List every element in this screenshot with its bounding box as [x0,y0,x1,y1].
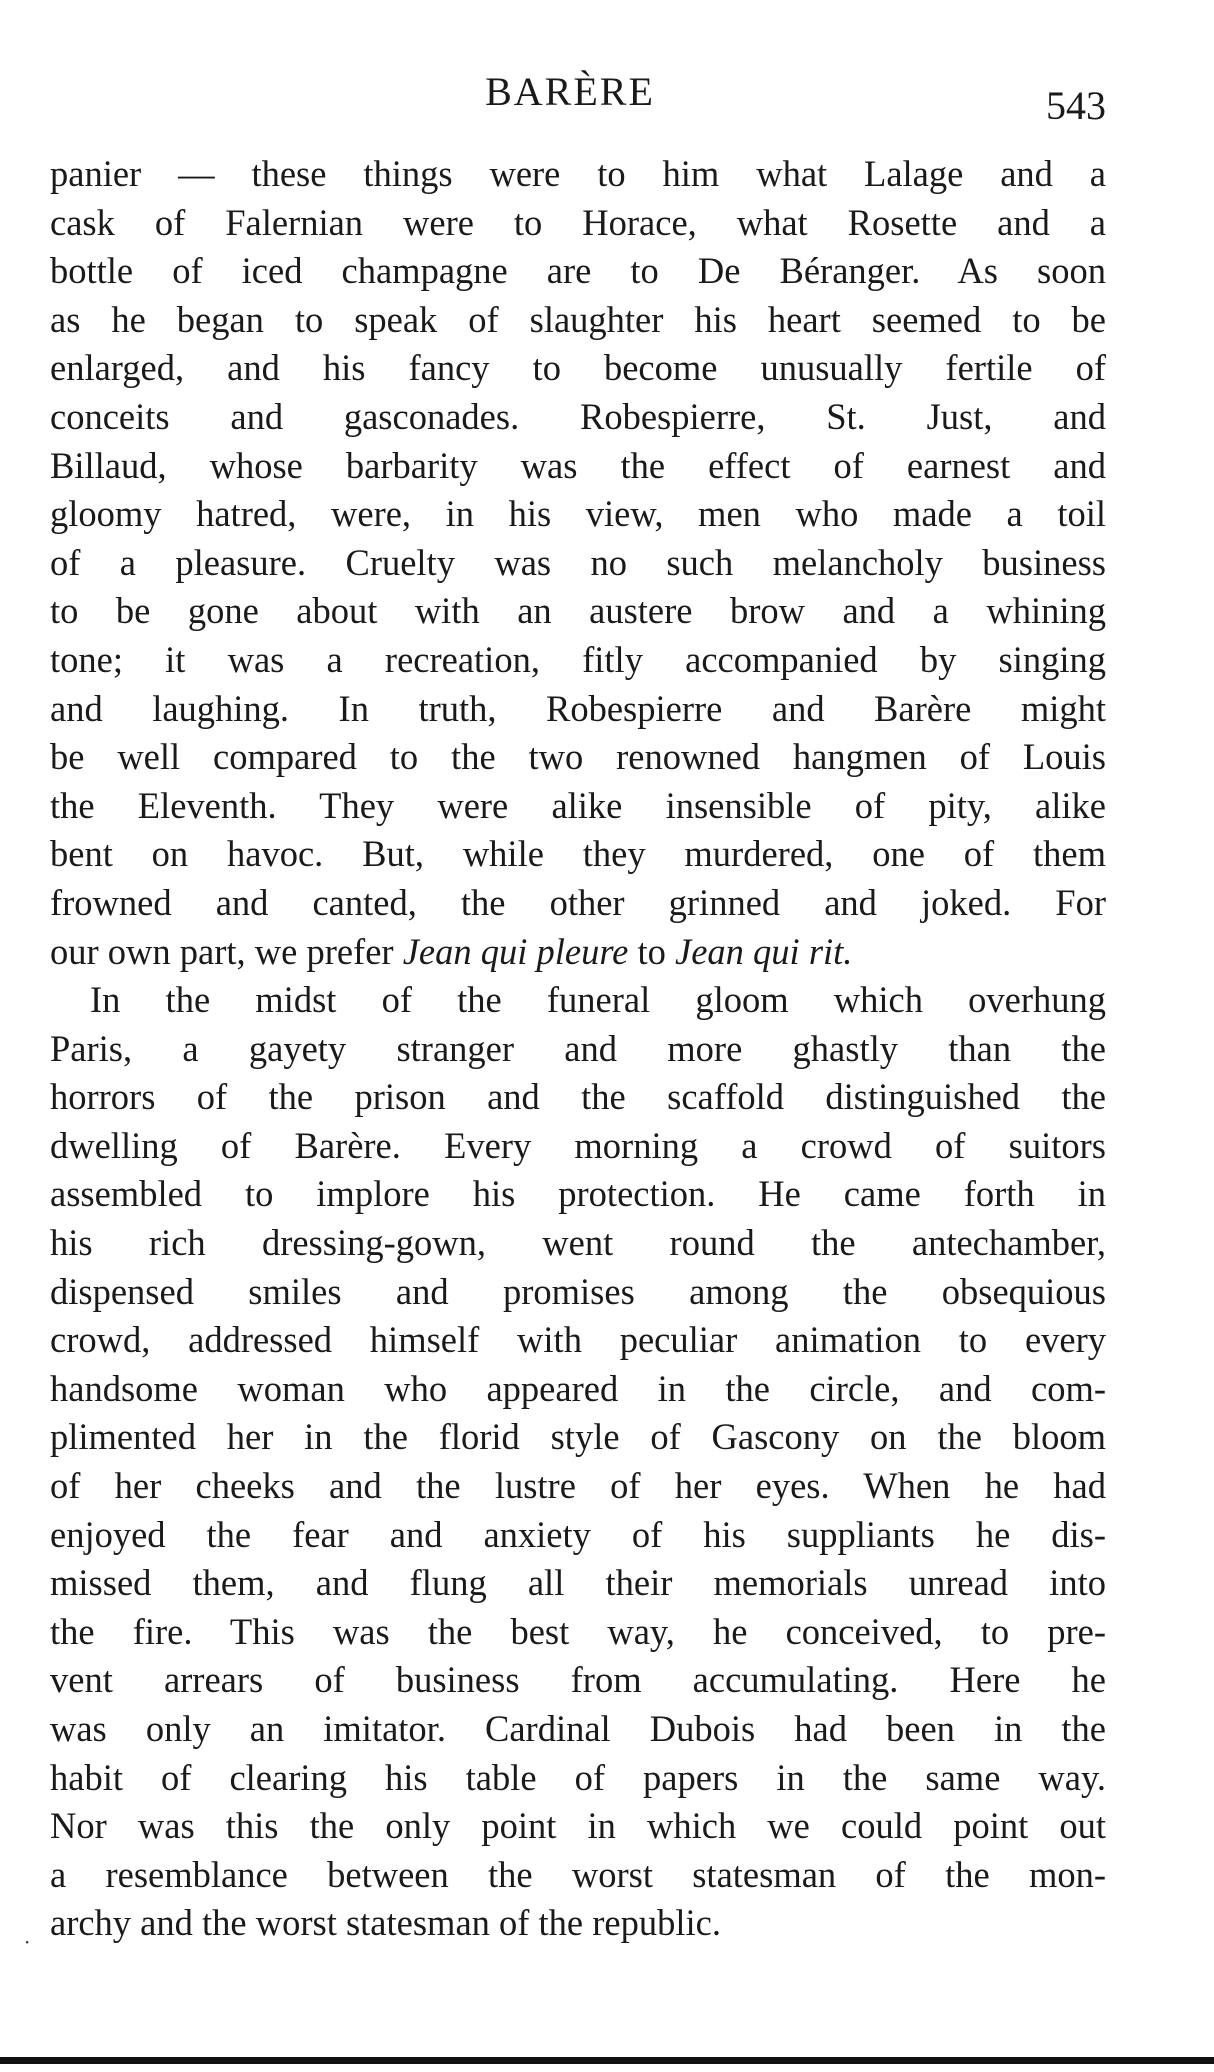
text-run: dwelling of Barère. Every morning a crowd of suitors [50,1124,1106,1166]
text-run: gloomy hatred, were, in his view, men who made a toil [50,493,1106,535]
text-run: plimented her in the florid style of Gascony on the bloom [50,1416,1106,1458]
text-run: In the midst of the funeral gloom which overhung [90,979,1106,1021]
text-run: habit of clearing his table of papers in the same way. [50,1756,1106,1798]
italic-text: Jean qui rit. [675,930,853,972]
text-run: the Eleventh. They were alike insensible of pity, alike [50,784,1106,826]
text-line [50,296,1106,345]
text-run: archy and the worst statesman of the republic. [50,1902,721,1944]
text-line [50,1511,1106,1560]
text-run: Nor was this the only point in which we could point out [50,1805,1106,1847]
text-line [50,928,1106,977]
text-run: Billaud, whose barbarity was the effect of earnest and [50,444,1106,486]
text-line [50,1073,1106,1122]
bottom-rule [0,2057,1214,2064]
text-line [50,1025,1106,1074]
text-run: to be gone about with an austere brow and a whining [50,590,1106,632]
text-line [50,344,1106,393]
text-line [50,830,1106,879]
text-line [50,1754,1106,1803]
text-run: dispensed smiles and promises among the obsequious [50,1270,1106,1312]
text-line [50,782,1106,831]
text-line [50,1316,1106,1365]
italic-text: Jean qui pleure [402,930,629,972]
text-line [50,490,1106,539]
text-line [50,150,1106,199]
text-run: assembled to implore his protection. He came forth in [50,1173,1106,1215]
text-run: bent on havoc. But, while they murdered, one of them [50,833,1106,875]
text-run: be well compared to the two renowned hangmen of Louis [50,736,1106,778]
text-run: frowned and canted, the other grinned and joked. For [50,881,1106,923]
text-run: missed them, and flung all their memorials unread into [50,1562,1106,1604]
body-text [50,150,1106,1948]
text-run: tone; it was a recreation, fitly accompanied by singing [50,638,1106,680]
text-line [50,1462,1106,1511]
text-line [50,247,1106,296]
text-line [50,1851,1106,1900]
text-run: a resemblance between the worst statesman of the mon- [50,1853,1106,1895]
text-line [50,1413,1106,1462]
text-run: horrors of the prison and the scaffold distinguished the [50,1076,1106,1118]
text-line [50,1219,1106,1268]
text-line [50,1899,1106,1948]
text-line [50,539,1106,588]
page-number: 543 [1046,83,1106,128]
text-line [50,733,1106,782]
text-line [50,976,1106,1025]
text-run: enlarged, and his fancy to become unusually fertile of [50,347,1106,389]
text-line [50,1705,1106,1754]
text-line [50,1122,1106,1171]
text-run: as he began to speak of slaughter his heart seemed to be [50,298,1106,340]
text-line [50,393,1106,442]
running-head [0,68,1214,128]
paragraph [50,976,1106,1948]
text-line [50,879,1106,928]
text-run: Paris, a gayety stranger and more ghastly than the [50,1027,1106,1069]
text-line [50,636,1106,685]
text-run: the fire. This was the best way, he conceived, to pre- [50,1610,1106,1652]
text-line [50,1365,1106,1414]
text-run: and laughing. In truth, Robespierre and Barère might [50,687,1106,729]
text-line [50,1656,1106,1705]
text-run: our own part, we prefer [50,930,403,972]
paragraph [50,150,1106,976]
text-run: panier — these things were to him what Lalage and a [50,153,1106,194]
text-run: was only an imitator. Cardinal Dubois had been in the [50,1708,1106,1749]
text-run: of a pleasure. Cruelty was no such melancholy business [50,541,1106,583]
text-line [50,587,1106,636]
text-line [50,1170,1106,1219]
text-line [50,1268,1106,1317]
text-run: cask of Falernian were to Horace, what Rosette and a [50,201,1106,243]
text-run: vent arrears of business from accumulating. Here he [50,1659,1106,1701]
margin-mark: · [24,1930,31,1954]
text-line [50,1802,1106,1851]
text-line [50,1559,1106,1608]
text-run: crowd, addressed himself with peculiar animation to every [50,1319,1106,1361]
text-line [50,442,1106,491]
text-run: conceits and gasconades. Robespierre, St. Just, and [50,395,1106,437]
text-run: enjoyed the fear and anxiety of his suppliants he dis- [50,1513,1106,1555]
text-run: his rich dressing-gown, went round the antechamber, [50,1222,1106,1264]
text-run: to [628,930,676,972]
text-line [50,1608,1106,1657]
text-line [50,685,1106,734]
text-run: bottle of iced champagne are to De Béranger. As soon [50,250,1106,292]
page-title: BARÈRE [485,69,655,114]
text-line [50,199,1106,248]
text-run: handsome woman who appeared in the circle, and com- [50,1367,1106,1409]
text-run: of her cheeks and the lustre of her eyes. When he had [50,1465,1106,1507]
